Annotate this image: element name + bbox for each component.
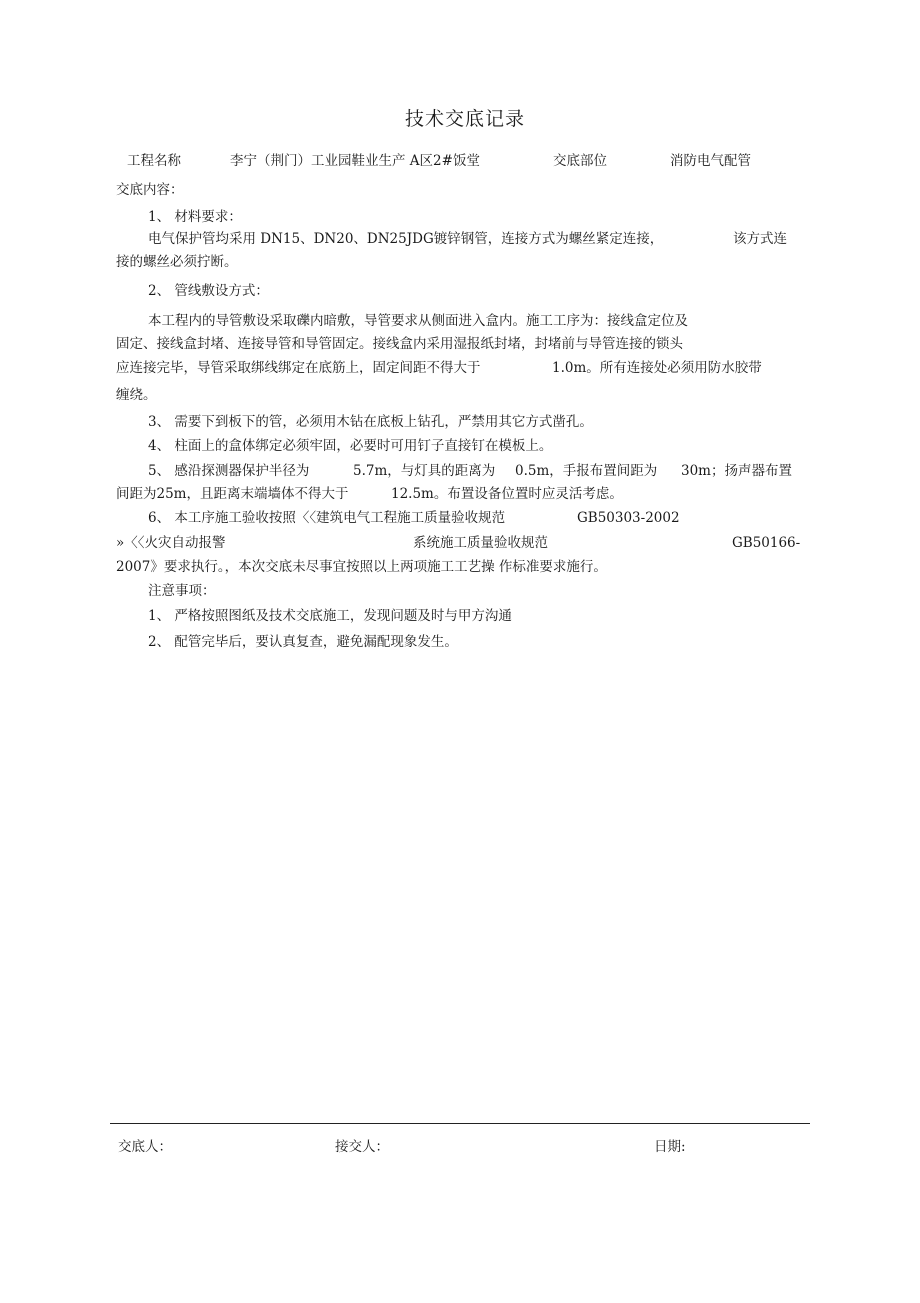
section-2-text: 缠绕。 (116, 387, 157, 403)
section-1-heading: 1、 材料要求： (148, 209, 242, 225)
project-name-label: 工程名称 (127, 153, 181, 169)
section-6-text: »〈〈火灾自动报警 (116, 535, 226, 551)
section-5-text: 12.5m。布置设备位置时应灵活考虑。 (391, 486, 623, 502)
project-name-value: 李宁（荆门）工业园鞋业生产 A区2#饭堂 (230, 153, 480, 169)
notes-heading: 注意事项： (148, 583, 216, 599)
section-6-text: 6、 本工序施工验收按照〈〈建筑电气工程施工质量验收规范 (148, 510, 506, 526)
section-5-text: 0.5m，手报布置间距为 (515, 463, 658, 479)
section-6-text: 2007》要求执行。，本次交底未尽事宜按照以上两项施工工艺操 作标准要求施行。 (116, 559, 607, 575)
note-item: 1、 严格按照图纸及技术交底施工，发现问题及时与甲方沟通 (148, 608, 512, 624)
handover-giver-label: 交底人： (118, 1139, 172, 1155)
section-2-text: 应连接完毕，导管采取绑线绑定在底筋上，固定间距不得大于 (116, 360, 481, 376)
section-6-text: GB50166- (732, 535, 801, 551)
section-6-text: GB50303-2002 (577, 510, 680, 526)
section-6-text: 系统施工质量验收规范 (413, 535, 548, 551)
section-1-text: 接的螺丝必须拧断。 (116, 254, 238, 270)
section-1-text: 该方式连 (733, 231, 787, 247)
section-2-text: 1.0m。所有连接处必须用防水胶带 (552, 360, 762, 376)
handover-part-label: 交底部位 (553, 153, 607, 169)
section-5-text: 间距为25m，且距离末端墙体不得大于 (116, 486, 349, 502)
section-5-text: 5.7m，与灯具的距离为 (353, 463, 496, 479)
content-label: 交底内容： (116, 182, 184, 198)
section-2-text: 本工程内的导管敷设采取礫内暗敷，导管要求从侧面进入盒内。施工工序为：接线盒定位及 (148, 313, 688, 329)
section-5-text: 5、 感沿探测器保护半径为 (148, 463, 310, 479)
footer-divider (110, 1123, 810, 1124)
section-2-text: 固定、接线盒封堵、连接导管和导管固定。接线盒内采用湿报纸封堵，封堵前与导管连接的锁头 (116, 336, 683, 352)
section-1-text: 电气保护管均采用 DN15、DN20、DN25JDG镀锌钢管，连接方式为螺丝紧定连接， (148, 231, 664, 247)
section-4-text: 4、 柱面上的盒体绑定必须牢固，必要时可用钉子直接钉在模板上。 (148, 438, 553, 454)
section-3-text: 3、 需要下到板下的管，必须用木钻在底板上钻孔，严禁用其它方式凿孔。 (148, 414, 593, 430)
section-2-heading: 2、 管线敷设方式： (148, 283, 269, 299)
page-title: 技术交底记录 (405, 108, 526, 130)
note-item: 2、 配管完毕后，要认真复查，避免漏配现象发生。 (148, 634, 458, 650)
section-5-text: 30m；扬声器布置 (681, 463, 792, 479)
date-label: 日期: (654, 1139, 686, 1155)
handover-receiver-label: 接交人： (335, 1139, 389, 1155)
handover-part-value: 消防电气配管 (670, 153, 751, 169)
